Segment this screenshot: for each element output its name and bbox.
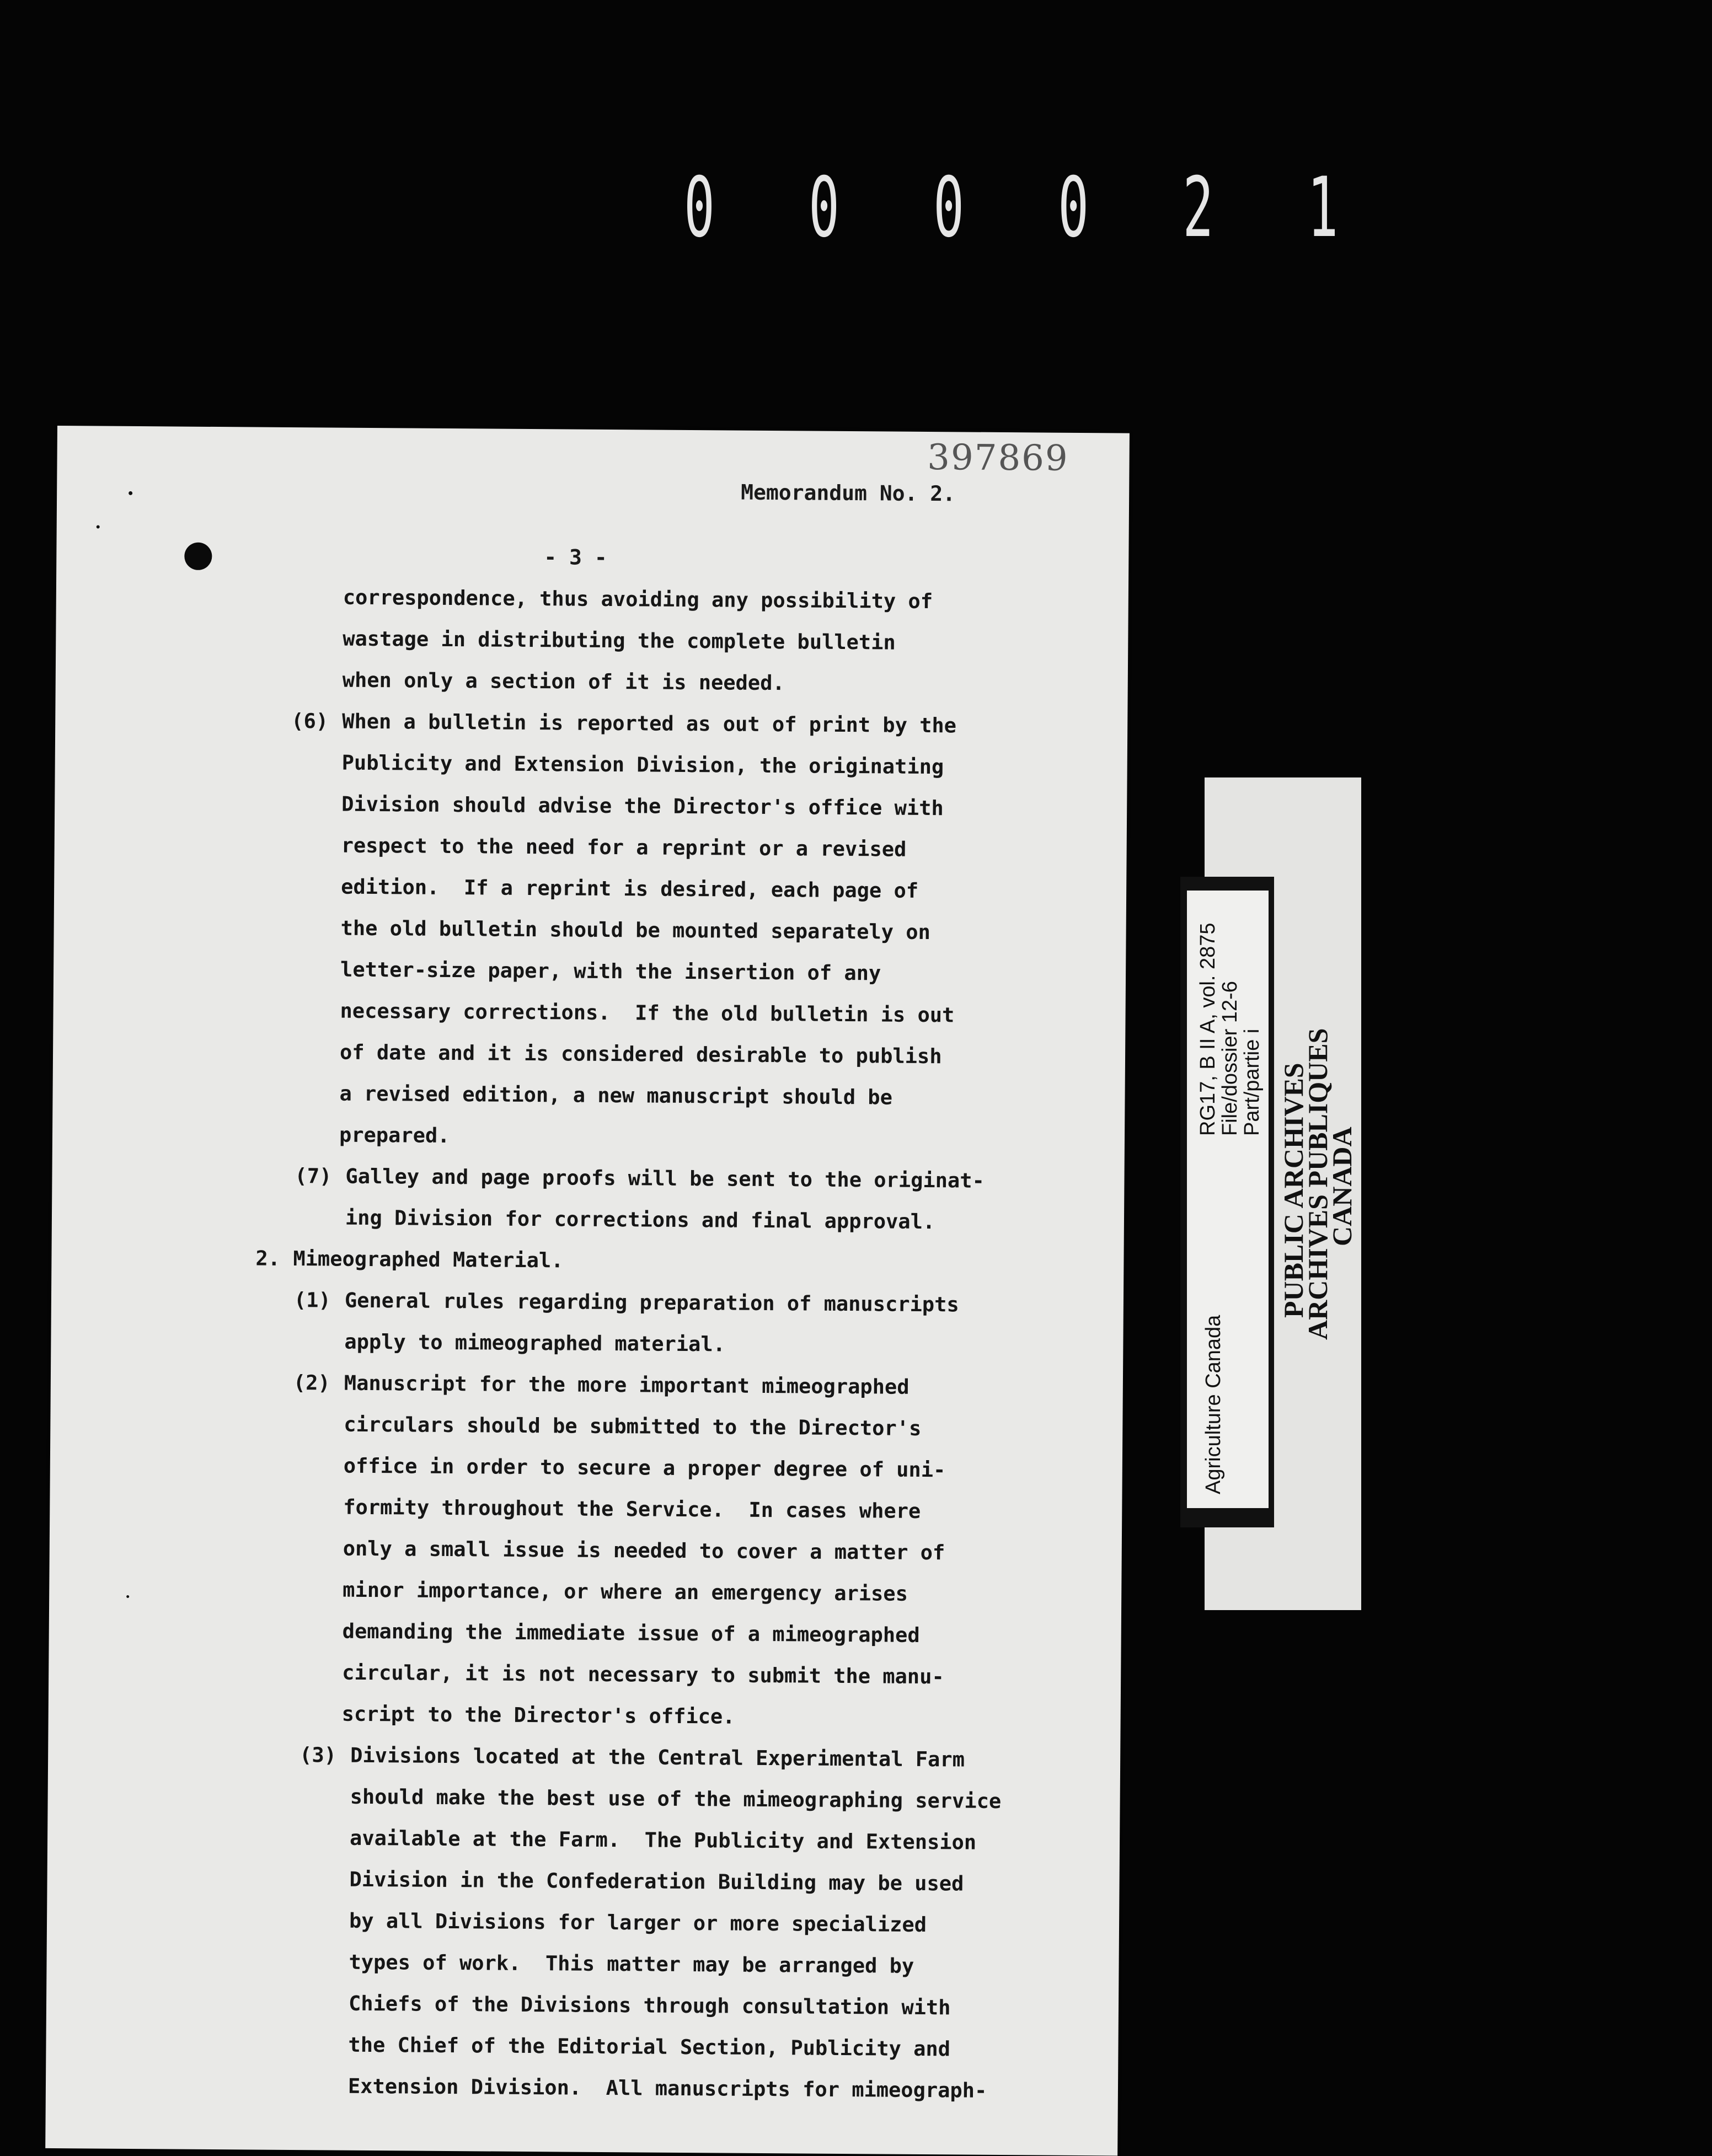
line-text: Chiefs of the Divisions through consultation with <box>348 1991 951 2020</box>
line-text: should make the best use of the mimeographing service <box>350 1784 1002 1814</box>
text-line <box>52 1071 1125 1120</box>
line-text: apply to mimeographed material. <box>344 1329 726 1356</box>
text-line <box>55 781 1127 830</box>
archive-name-3: CANADA <box>1326 1127 1357 1246</box>
line-text: edition. If a reprint is desired, each page of <box>341 875 919 903</box>
text-line <box>54 823 1126 872</box>
line-text: circulars should be submitted to the Director's <box>344 1412 922 1440</box>
text-line <box>49 1567 1121 1616</box>
line-text: Divisions located at the Central Experimental Farm <box>350 1743 965 1772</box>
line-text: letter-size paper, with the insertion of any <box>340 957 881 985</box>
line-text: available at the Farm. The Publicity and Extension <box>349 1826 977 1854</box>
text-line <box>55 740 1127 789</box>
line-text: General rules regarding preparation of manuscripts <box>344 1288 959 1317</box>
punch-hole <box>184 543 212 570</box>
text-line <box>50 1402 1122 1451</box>
section-number: 2. <box>255 1246 281 1270</box>
line-text: by all Divisions for larger or more specialized <box>349 1908 927 1937</box>
text-line <box>51 1236 1124 1285</box>
archive-stamp-number: 397869 <box>927 437 1069 479</box>
line-text: Division should advise the Director's office with <box>341 792 944 820</box>
archive-name-2: ARCHIVES PUBLIQUES <box>1302 1028 1333 1340</box>
text-line <box>46 1939 1119 1988</box>
text-line <box>46 2063 1118 2112</box>
text-line <box>54 864 1126 913</box>
text-line <box>54 947 1126 996</box>
text-line <box>53 988 1125 1037</box>
text-line <box>51 1360 1123 1409</box>
line-text: necessary corrections. If the old bulletin is out <box>340 999 955 1027</box>
archive-name-1: PUBLIC ARCHIVES <box>1278 1063 1309 1318</box>
line-text: types of work. This matter may be arranged by <box>349 1950 914 1978</box>
line-text: only a small issue is needed to cover a matter of <box>343 1536 945 1565</box>
text-line <box>50 1484 1122 1533</box>
archive-reference-2: File/dossier 12-6 <box>1218 981 1242 1136</box>
document-body <box>46 575 1128 2112</box>
item-number: (6) <box>291 709 329 733</box>
text-line <box>47 1857 1119 1906</box>
line-text: Galley and page proofs will be sent to the originat- <box>345 1164 985 1193</box>
text-line <box>52 1112 1125 1161</box>
line-text: prepared. <box>339 1123 450 1147</box>
page-number: - 3 - <box>544 545 607 570</box>
text-line <box>46 1981 1119 2030</box>
item-number: (3) <box>299 1743 337 1767</box>
line-text: When a bulletin is reported as out of print by the <box>342 709 957 738</box>
line-text: the Chief of the Editorial Section, Publicity and <box>348 2032 951 2061</box>
line-text: Publicity and Extension Division, the originating <box>341 750 944 779</box>
item-number: (2) <box>293 1371 330 1395</box>
line-text: a revised edition, a new manuscript should be <box>339 1081 893 1109</box>
speck <box>129 491 132 495</box>
line-text: demanding the immediate issue of a mimeographed <box>342 1619 920 1647</box>
text-line <box>51 1278 1124 1327</box>
text-line <box>56 575 1128 624</box>
text-line <box>56 657 1128 706</box>
text-line <box>51 1319 1123 1368</box>
line-text: formity throughout the Service. In cases where <box>343 1495 921 1523</box>
text-line <box>49 1650 1121 1699</box>
speck <box>97 525 100 528</box>
text-line <box>46 2022 1118 2071</box>
text-line <box>49 1608 1121 1658</box>
line-text: Manuscript for the more important mimeographed <box>344 1371 910 1399</box>
text-line <box>47 1815 1120 1864</box>
line-text: script to the Director's office. <box>341 1702 735 1729</box>
line-text: minor importance, or where an emergency arises <box>343 1578 908 1606</box>
text-line <box>48 1691 1120 1740</box>
item-number: (1) <box>293 1288 331 1312</box>
item-number: (7) <box>295 1164 332 1188</box>
text-line <box>53 1029 1125 1079</box>
line-text: of date and it is considered desirable to publish <box>339 1040 942 1069</box>
document-page <box>45 426 1130 2155</box>
text-line <box>55 699 1127 748</box>
text-line <box>52 1154 1124 1203</box>
line-text: when only a section of it is needed. <box>342 668 785 695</box>
text-line <box>56 616 1128 665</box>
text-line <box>50 1526 1122 1575</box>
memo-heading: Memorandum No. 2. <box>741 480 956 506</box>
line-text: the old bulletin should be mounted separately on <box>340 916 931 945</box>
line-text: correspondence, thus avoiding any possibility of <box>343 585 933 614</box>
line-text: circular, it is not necessary to submit the manu- <box>342 1660 944 1689</box>
text-line <box>50 1443 1122 1492</box>
text-line <box>54 905 1126 954</box>
line-text: Division in the Confederation Building may be used <box>349 1867 964 1896</box>
archive-reference-3: Part/partie i <box>1240 1028 1264 1136</box>
line-text: office in order to secure a proper degree of uni- <box>343 1454 946 1482</box>
text-line <box>48 1733 1120 1782</box>
line-text: Extension Division. All manuscripts for mimeograph- <box>347 2074 987 2103</box>
line-text: wastage in distributing the complete bulletin <box>343 626 896 655</box>
archive-department: Agriculture Canada <box>1202 1315 1225 1494</box>
text-line <box>52 1195 1124 1244</box>
section-heading: Mimeographed Material. <box>293 1247 564 1273</box>
line-text: ing Division for corrections and final approval. <box>345 1205 935 1234</box>
line-text: respect to the need for a reprint or a revised <box>341 833 907 861</box>
frame-number: 0 0 0 0 2 1 <box>684 160 1370 256</box>
archive-reference-1: RG17, B II A, vol. 2875 <box>1196 923 1219 1136</box>
text-line <box>47 1774 1120 1823</box>
text-line <box>47 1898 1119 1947</box>
